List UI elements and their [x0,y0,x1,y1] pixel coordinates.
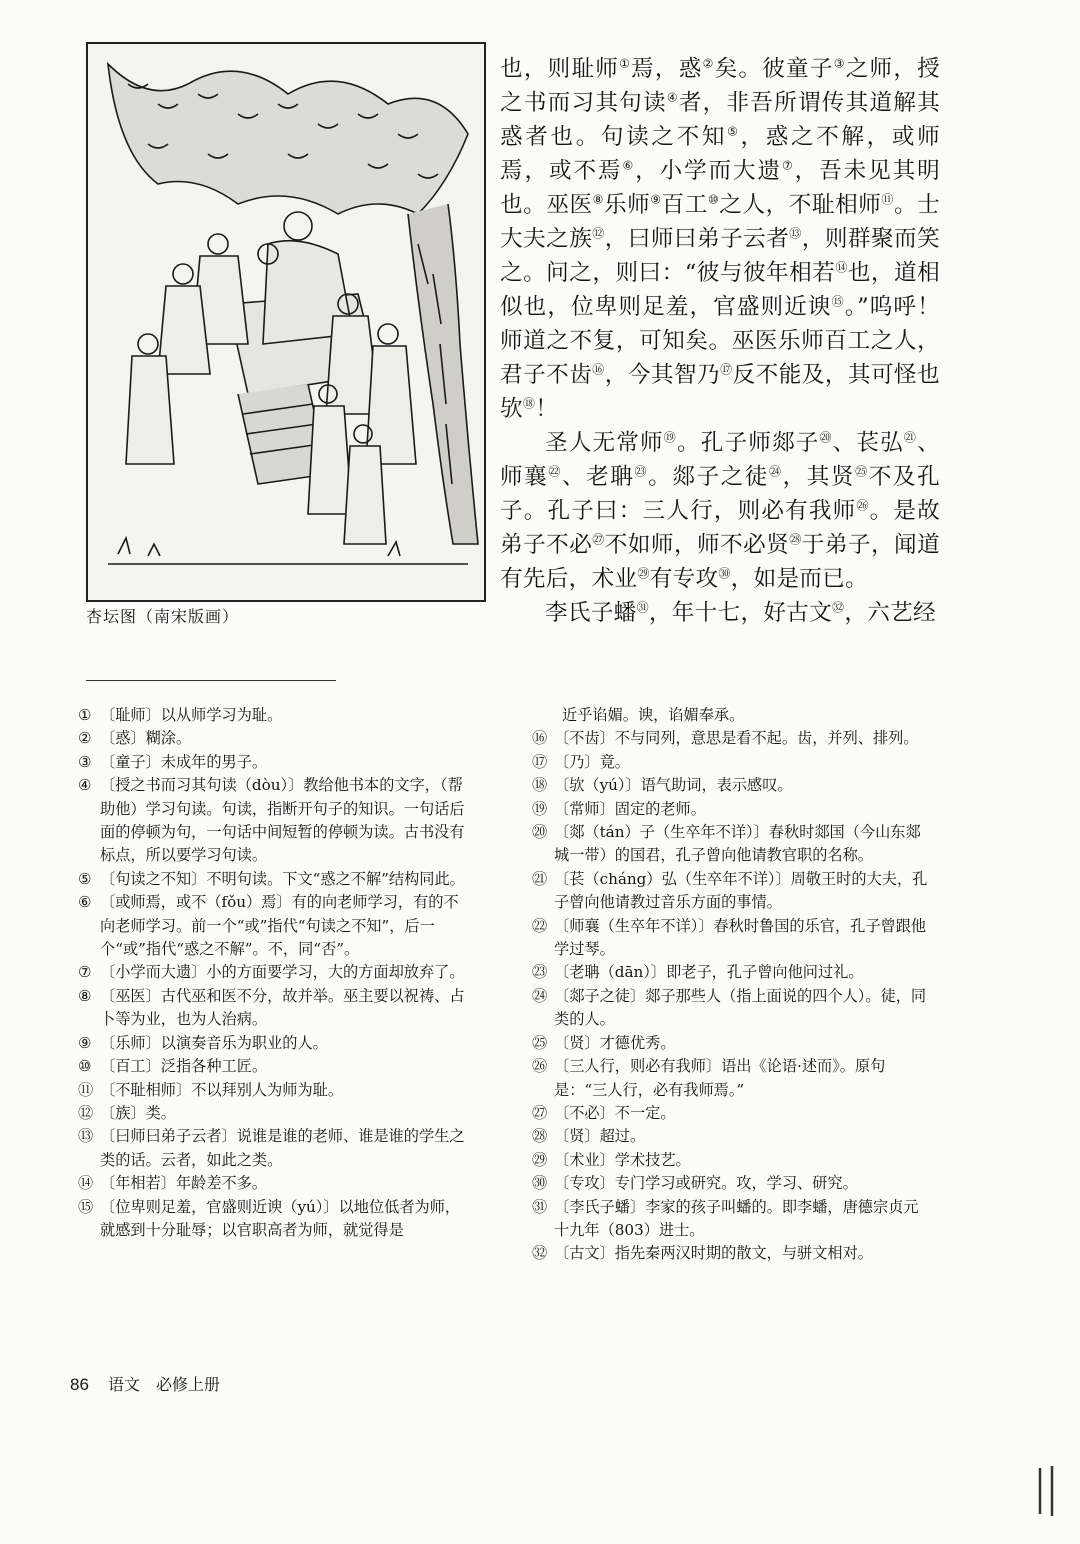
footnote-ref: ⑲ [663,430,677,445]
text-segment: 不及孔子。孔子曰：三人行，则必有我师 [500,464,940,524]
text-segment: 之师，授之书而习其句读 [500,56,941,116]
text-segment: ，曰师曰弟子云者 [604,226,790,252]
footnote-number: ㉔ [532,986,548,1005]
main-paragraph [500,426,940,596]
footnote [78,1172,470,1195]
footnote-number: ② [78,729,92,748]
footnote-text: 〔郯（tán）子（生卒年不详）〕春秋时郯国（今山东郯城一带）的国君，孔子曾向他请教官职的名称。 [554,823,921,865]
text-segment: 也，道相似也，位卑则足羞，官盛则近谀 [500,260,940,320]
footnote [532,961,932,984]
footnote [78,774,470,868]
footnote-text: 〔术业〕学术技艺。 [554,1150,691,1169]
footnote-ref: ㉙ [637,566,650,581]
footnote-ref: ⑯ [592,362,605,377]
footnote [78,1032,470,1055]
footnote [78,961,470,984]
footnote [532,1172,932,1195]
footnote-text: 〔族〕类。 [100,1103,176,1122]
footnote-text: 〔授之书而习其句读（dòu）〕教给他书本的文字，（帮助他）学习句读。句读，指断开句子的知识。一句话后面的停顿为句，一句话中间短暂的停顿为读。古书没有标点，所以要学习句读。 [100,776,465,865]
main-paragraph [500,52,940,426]
footnote-number: ⑯ [532,729,548,748]
footnote-ref: ⑩ [707,192,720,207]
footnote-ref: ㉜ [832,600,845,615]
footnote-ref: ㉛ [636,600,649,615]
footnote [532,1032,932,1055]
footnote-number: ④ [78,776,92,795]
footnote-number: ⑨ [78,1033,92,1052]
footnotes-right-column [532,704,932,1266]
text-segment: 于弟子，闻道有先后，术业 [500,532,940,592]
footnote-number: ⑧ [78,986,92,1005]
footnote-number: ⑲ [532,799,548,818]
text-segment: 。”呜呼！师道之不复，可知矣。巫医乐师百工之人，君子不齿 [500,294,940,388]
footnote-ref: ⑥ [622,158,636,173]
footnote [78,751,470,774]
footnote-ref: ㉔ [769,464,783,479]
footnote-number: ⑦ [78,963,92,982]
text-segment: ，则群聚而笑之。问之，则曰：“彼与彼年相若 [500,226,940,286]
footnote-text: 〔乃〕竟。 [554,752,630,771]
text-segment: 焉，惑 [631,56,703,82]
footnote-number: ⑮ [78,1197,94,1216]
footnote [532,1196,932,1243]
text-segment: 之人，不耻相师 [719,192,882,218]
footnote-ref: ㉒ [548,464,562,479]
footnote-text: 〔师襄（生卒年不详）〕春秋时鲁国的乐官，孔子曾跟他学过琴。 [554,916,927,959]
scan-edge-marks [1032,1466,1062,1516]
footnote-text: 〔苌（cháng）弘（生卒年不详）〕周敬王时的大夫，孔子曾向他请教过音乐方面的事情。 [554,869,928,912]
footnote-number: ⑳ [532,823,548,842]
footnote-number: ⑭ [78,1174,94,1193]
footnote-text: 〔不齿〕不与同列，意思是看不起。齿，并列、排列。 [554,729,919,748]
footnote-number: ㉜ [532,1244,548,1263]
book-title: 语文 必修上册 [108,1375,221,1394]
text-segment: 。孔子师郯子 [676,430,820,456]
footnote [78,1079,470,1102]
footnote-ref: ① [619,56,632,71]
footnote-ref: ⑪ [881,192,894,207]
footnote-ref: ⑱ [522,396,536,411]
footnote [532,985,932,1032]
text-segment: ，小学而大遗 [635,158,783,184]
page-number: 86 [70,1375,89,1394]
footnote-ref: ⑤ [727,124,741,139]
footnote [78,1055,470,1078]
footnote [78,1196,470,1243]
footnote-text: 〔不耻相师〕不以拜别人为师为耻。 [100,1080,343,1099]
text-segment: 。士大夫之族 [500,192,941,252]
footnote-ref: ⑫ [592,226,605,241]
footnote-text: 〔乐师〕以演奏音乐为职业的人。 [100,1033,328,1052]
footnote-divider [86,680,336,681]
footnote-text: 〔耻师〕以从师学习为耻。 [100,706,283,724]
footnote-number: ⑥ [78,893,92,912]
footnote-ref: ㉗ [592,532,605,547]
footnote-number: ㉑ [532,869,548,888]
footnote [532,798,932,821]
footnote-text: 〔曰师曰弟子云者〕说谁是谁的老师、谁是谁的学生之类的话。云者，如此之类。 [100,1127,465,1169]
main-text [500,52,940,630]
footnote-text: 〔或师焉，或不（fǒu）焉〕有的向老师学习，有的不向老师学习。前一个“或”指代“句读之不知”，后一个“或”指代“惑之不解”。不，同“否”。 [100,893,459,959]
footnote-ref: ㉓ [634,464,649,479]
footnote-text: 〔不必〕不一定。 [554,1103,676,1122]
footnote [532,1149,932,1172]
footnote-text: 〔常师〕固定的老师。 [554,799,706,818]
footnote-text: 〔百工〕泛指各种工匠。 [100,1057,268,1076]
text-segment: ，今其智乃 [604,362,721,388]
illustration-apricot-altar [86,42,486,602]
footnote [532,751,932,774]
text-segment: 。是故弟子不必 [500,498,940,558]
footnotes-left-column [78,704,470,1242]
text-segment: 。郯子之徒 [648,464,769,490]
footnote-number: ⑫ [78,1103,94,1122]
main-paragraph [500,596,940,630]
footnote-text: 〔小学而大遗〕小的方面要学习，大的方面却放弃了。 [100,963,465,982]
text-segment: ，其贤 [782,464,856,490]
footnote [78,1102,470,1125]
illustration-caption: 杏坛图（南宋版画） [86,607,240,626]
text-segment: ，如是而已。 [730,566,869,592]
footnote-text: 〔巫医〕古代巫和医不分，故并举。巫主要以祝祷、占卜等为业，也为人治病。 [100,986,465,1029]
footnote-text: 〔李氏子蟠〕李家的孩子叫蟠的。即李蟠，唐德宗贞元十九年（803）进士。 [554,1197,919,1239]
footnote [78,1125,470,1172]
footnote-number: ㉕ [532,1033,548,1052]
text-segment: ，年十七，好古文 [648,600,833,626]
footnote [532,727,932,750]
footnote-number: ㉒ [532,916,548,935]
footnote-ref: ㉖ [856,498,870,513]
footnote-ref: ⑧ [592,192,604,207]
footnote-ref: ㉑ [903,430,918,445]
footnote-ref: ㉕ [855,464,869,479]
footnote-text: 〔老聃（dān）〕即老子，孔子曾向他问过礼。 [554,963,864,982]
footnote-text: 〔欤（yú）〕语气助词，表示感叹。 [554,776,793,795]
footnote-number: ㉚ [532,1174,548,1193]
footnote-ref: ㉘ [789,532,802,547]
text-segment: 李氏子蟠 [545,600,637,626]
footnote-ref: ⑰ [720,362,733,377]
footnote [532,821,932,868]
footnote-number: ⑰ [532,752,548,771]
footnote-text: 〔古文〕指先秦两汉时期的散文，与骈文相对。 [554,1244,873,1263]
footnote-ref: ④ [666,90,679,105]
footnote-text: 〔句读之不知〕不明句读。下文“惑之不解”结构同此。 [100,869,465,888]
footnote-number: ㉖ [532,1057,548,1076]
text-segment: 也，则耻师 [500,56,620,82]
footnote-text: 〔年相若〕年龄差不多。 [100,1174,268,1193]
footnote-text: 〔郯子之徒〕郯子那些人（指上面说的四个人）。徒，同类的人。 [554,986,927,1029]
footnote-ref: ⑬ [789,226,802,241]
footnote-number: ㉛ [532,1197,548,1216]
footnote-text: 〔专攻〕专门学习或研究。攻，学习、研究。 [554,1174,858,1193]
footnote-number: ㉙ [532,1150,548,1169]
text-segment: 圣人无常师 [545,430,664,456]
footnote [78,704,470,727]
footnote [78,727,470,750]
footnote [532,1055,932,1102]
footnote-text: 〔三人行，则必有我师〕语出《论语·述而》。原句是：“三人行，必有我师焉。” [554,1057,886,1099]
text-segment: 反不能及，其可怪也欤 [500,362,941,422]
footnote-ref: ③ [833,56,846,71]
text-segment: 有专攻 [649,566,719,592]
text-segment: 、师襄 [500,430,940,490]
footnote-number: ⑤ [78,869,92,888]
footnote-text: 〔位卑则足羞，官盛则近谀（yú）〕以地位低者为师，就感到十分耻辱；以官职高者为师，就觉得是 [100,1197,461,1239]
footnote-text: 〔童子〕未成年的男子。 [100,752,268,771]
text-segment: 百工 [661,192,708,218]
text-segment: 、老聃 [561,464,635,490]
footnote-ref: ㉚ [718,566,731,581]
footnote-ref: ⑨ [650,192,662,207]
text-segment: 者，非吾所谓传其道解其惑者也。句读之不知 [500,90,940,150]
footnote-number: ㉘ [532,1127,548,1146]
footnote-text: 〔贤〕超过。 [554,1127,646,1146]
footnote [532,1102,932,1125]
footnote-number: ㉓ [532,963,548,982]
footnote [532,915,932,962]
footnote-ref: ② [702,56,715,71]
footnote [532,868,932,915]
footnote-text: 〔贤〕才德优秀。 [554,1033,676,1052]
text-segment: 不如师，师不必贤 [604,532,790,558]
footnote-text: 〔惑〕糊涂。 [100,729,192,748]
footnote [78,985,470,1032]
text-segment: ！ [535,396,559,422]
footnote-number: ⑩ [78,1057,92,1076]
footnote-number: ㉗ [532,1103,548,1122]
footnote-ref: ⑭ [835,260,848,275]
text-segment: 矣。彼童子 [714,56,834,82]
text-segment: ，惑之不解，或师焉，或不焉 [500,124,941,184]
footnote [78,891,470,961]
text-segment: 乐师 [603,192,651,218]
footnote-number: ③ [78,752,92,771]
footnote [532,774,932,797]
footnote-number: ⑱ [532,776,548,795]
footnote [532,1242,932,1265]
footnote-number: ⑬ [78,1127,94,1146]
footnote-ref: ⑮ [831,294,845,309]
footnote [532,1125,932,1148]
text-segment: 、苌弘 [832,430,904,456]
text-segment: ，吾未见其明也。巫医 [500,158,940,218]
footnote-ref: ⑳ [819,430,833,445]
footnote-ref: ⑦ [782,158,795,173]
page-footer [70,1372,220,1395]
footnote-number: ⑪ [78,1080,94,1099]
text-segment: ，六艺经 [844,600,936,626]
footnote-number: ① [78,706,92,724]
footnote [78,868,470,891]
footnote-15-continuation: 近乎谄媚。谀，谄媚奉承。 [562,706,745,724]
